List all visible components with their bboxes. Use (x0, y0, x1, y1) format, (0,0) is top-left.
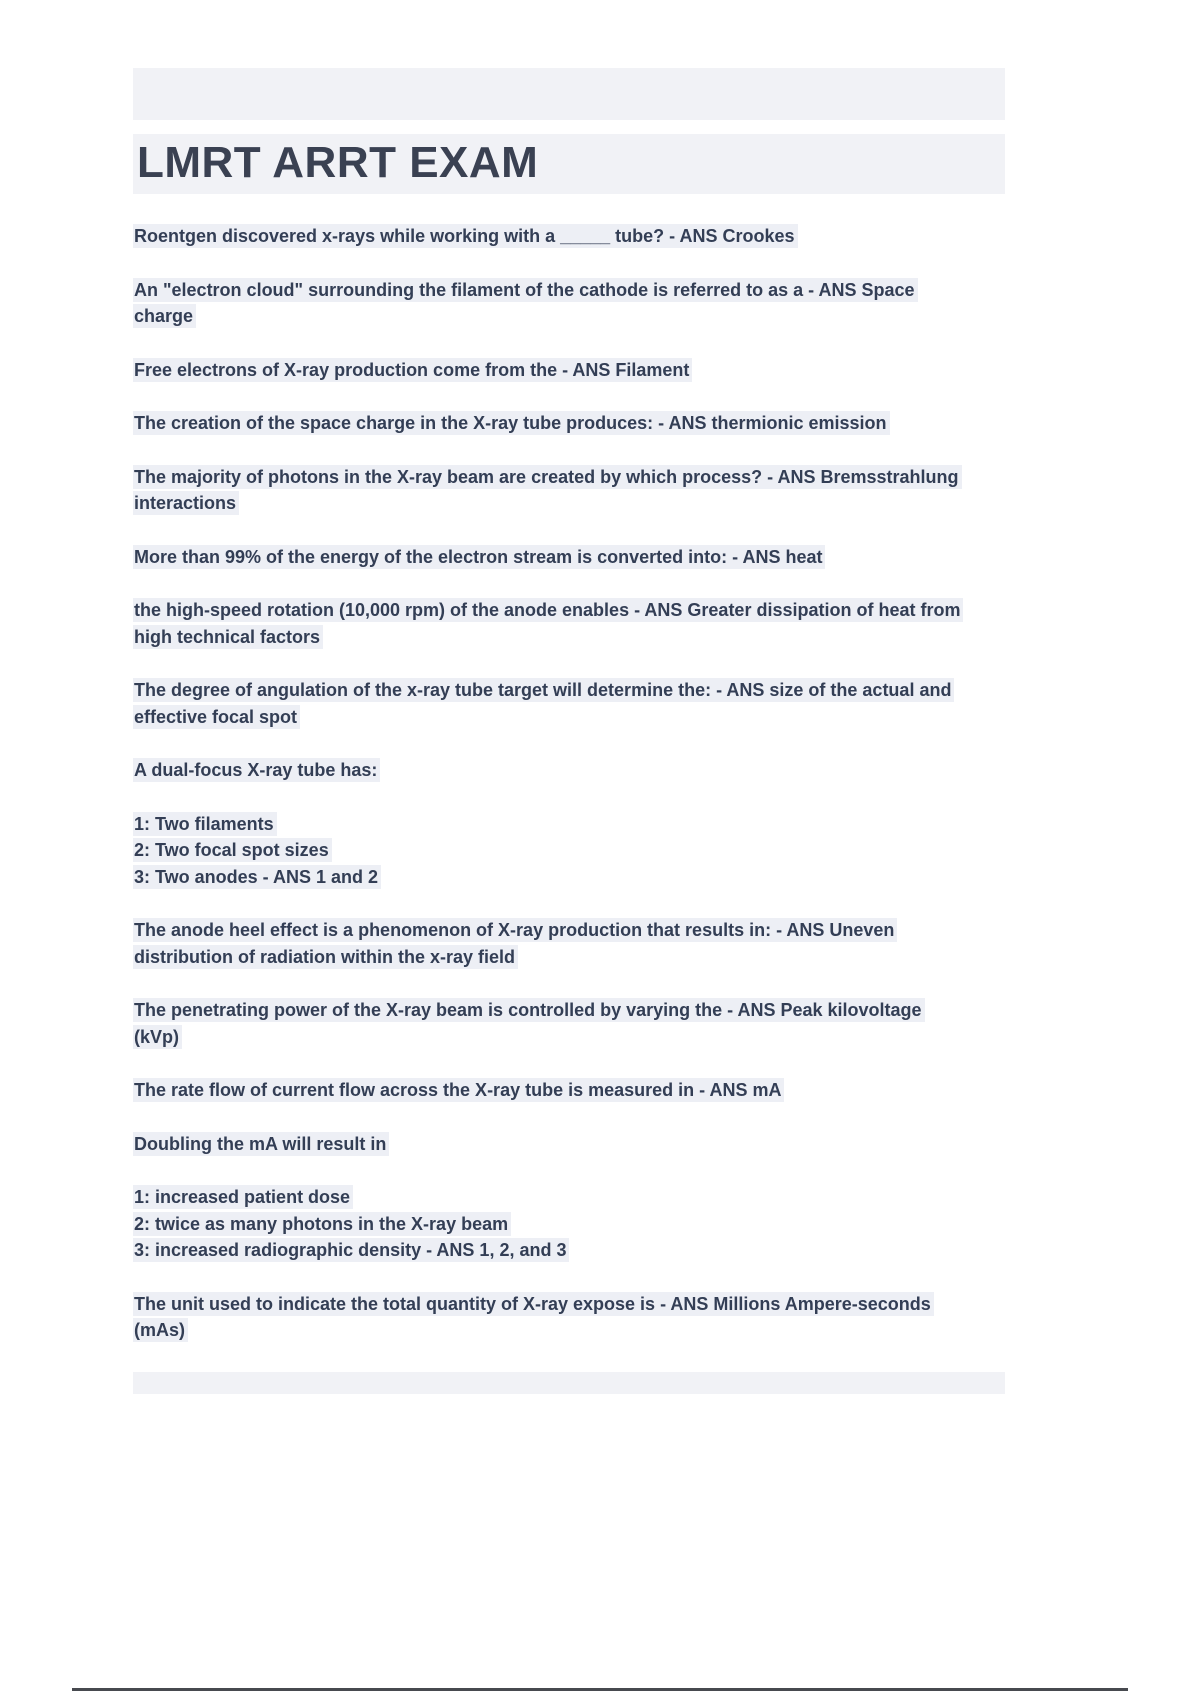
qa-line (133, 998, 1013, 1025)
qa-line (133, 625, 1013, 652)
qa-block (133, 1185, 1013, 1265)
footer-rule (72, 1688, 1128, 1691)
highlighted-text: 1: increased patient dose (133, 1185, 353, 1209)
qa-block (133, 1292, 1013, 1345)
qa-block (133, 1078, 1013, 1105)
qa-list (133, 224, 1013, 1345)
highlighted-text: The degree of angulation of the x-ray tube target will determine the: - ANS size of the actual and (133, 678, 954, 702)
highlighted-text: An "electron cloud" surrounding the filament of the cathode is referred to as a - ANS Space (133, 278, 918, 302)
qa-block (133, 465, 1013, 518)
highlighted-text: effective focal spot (133, 705, 300, 729)
qa-block (133, 545, 1013, 572)
highlighted-text: charge (133, 304, 196, 328)
qa-block (133, 598, 1013, 651)
qa-block (133, 278, 1013, 331)
qa-line (133, 224, 1013, 251)
qa-block (133, 678, 1013, 731)
highlighted-text: The anode heel effect is a phenomenon of X-ray production that results in: - ANS Uneven (133, 918, 897, 942)
highlighted-text: 3: Two anodes - ANS 1 and 2 (133, 865, 381, 889)
highlighted-text: 3: increased radiographic density - ANS 1, 2, and 3 (133, 1238, 569, 1262)
qa-line (133, 491, 1013, 518)
highlighted-text: A dual-focus X-ray tube has: (133, 758, 380, 782)
highlighted-text: the high-speed rotation (10,000 rpm) of the anode enables - ANS Greater dissipation of heat from (133, 598, 963, 622)
qa-line (133, 465, 1013, 492)
qa-line (133, 758, 1013, 785)
highlighted-text: The majority of photons in the X-ray beam are created by which process? - ANS Bremsstrahlung (133, 465, 962, 489)
highlighted-text: 2: twice as many photons in the X-ray beam (133, 1212, 511, 1236)
highlighted-text: The unit used to indicate the total quantity of X-ray expose is - ANS Millions Ampere-seconds (133, 1292, 934, 1316)
top-banner (133, 68, 1005, 120)
highlighted-text: The penetrating power of the X-ray beam is controlled by varying the - ANS Peak kilovoltage (133, 998, 925, 1022)
highlighted-text: The rate flow of current flow across the X-ray tube is measured in - ANS mA (133, 1078, 784, 1102)
highlighted-text: interactions (133, 491, 239, 515)
qa-block (133, 1132, 1013, 1159)
highlighted-text: high technical factors (133, 625, 323, 649)
highlighted-text: Roentgen discovered x-rays while working with a _____ tube? - ANS Crookes (133, 224, 798, 248)
qa-line (133, 1078, 1013, 1105)
qa-line (133, 1185, 1013, 1212)
qa-line (133, 1292, 1013, 1319)
qa-line (133, 865, 1013, 892)
highlighted-text: Free electrons of X-ray production come from the - ANS Filament (133, 358, 692, 382)
qa-line (133, 1318, 1013, 1345)
qa-line (133, 1025, 1013, 1052)
qa-line (133, 1132, 1013, 1159)
qa-line (133, 1212, 1013, 1239)
qa-line (133, 358, 1013, 385)
qa-line (133, 304, 1013, 331)
qa-line (133, 598, 1013, 625)
qa-block (133, 411, 1013, 438)
highlighted-text: 2: Two focal spot sizes (133, 838, 332, 862)
highlighted-text: (kVp) (133, 1025, 182, 1049)
highlighted-text: distribution of radiation within the x-ray field (133, 945, 518, 969)
qa-line (133, 705, 1013, 732)
highlighted-text: (mAs) (133, 1318, 188, 1342)
qa-line (133, 411, 1013, 438)
qa-block (133, 918, 1013, 971)
qa-line (133, 812, 1013, 839)
qa-line (133, 1238, 1013, 1265)
qa-line (133, 918, 1013, 945)
qa-block (133, 998, 1013, 1051)
qa-block (133, 812, 1013, 892)
page-content (133, 0, 1013, 1394)
highlighted-text: More than 99% of the energy of the electron stream is converted into: - ANS heat (133, 545, 825, 569)
qa-block (133, 224, 1013, 251)
qa-line (133, 545, 1013, 572)
qa-line (133, 678, 1013, 705)
qa-block (133, 758, 1013, 785)
qa-line (133, 838, 1013, 865)
highlighted-text: 1: Two filaments (133, 812, 277, 836)
bottom-banner (133, 1372, 1005, 1394)
highlighted-text: Doubling the mA will result in (133, 1132, 389, 1156)
page-title: LMRT ARRT EXAM (137, 138, 539, 187)
highlighted-text: The creation of the space charge in the X-ray tube produces: - ANS thermionic emission (133, 411, 890, 435)
title-band (133, 134, 1005, 194)
qa-line (133, 945, 1013, 972)
qa-block (133, 358, 1013, 385)
qa-line (133, 278, 1013, 305)
